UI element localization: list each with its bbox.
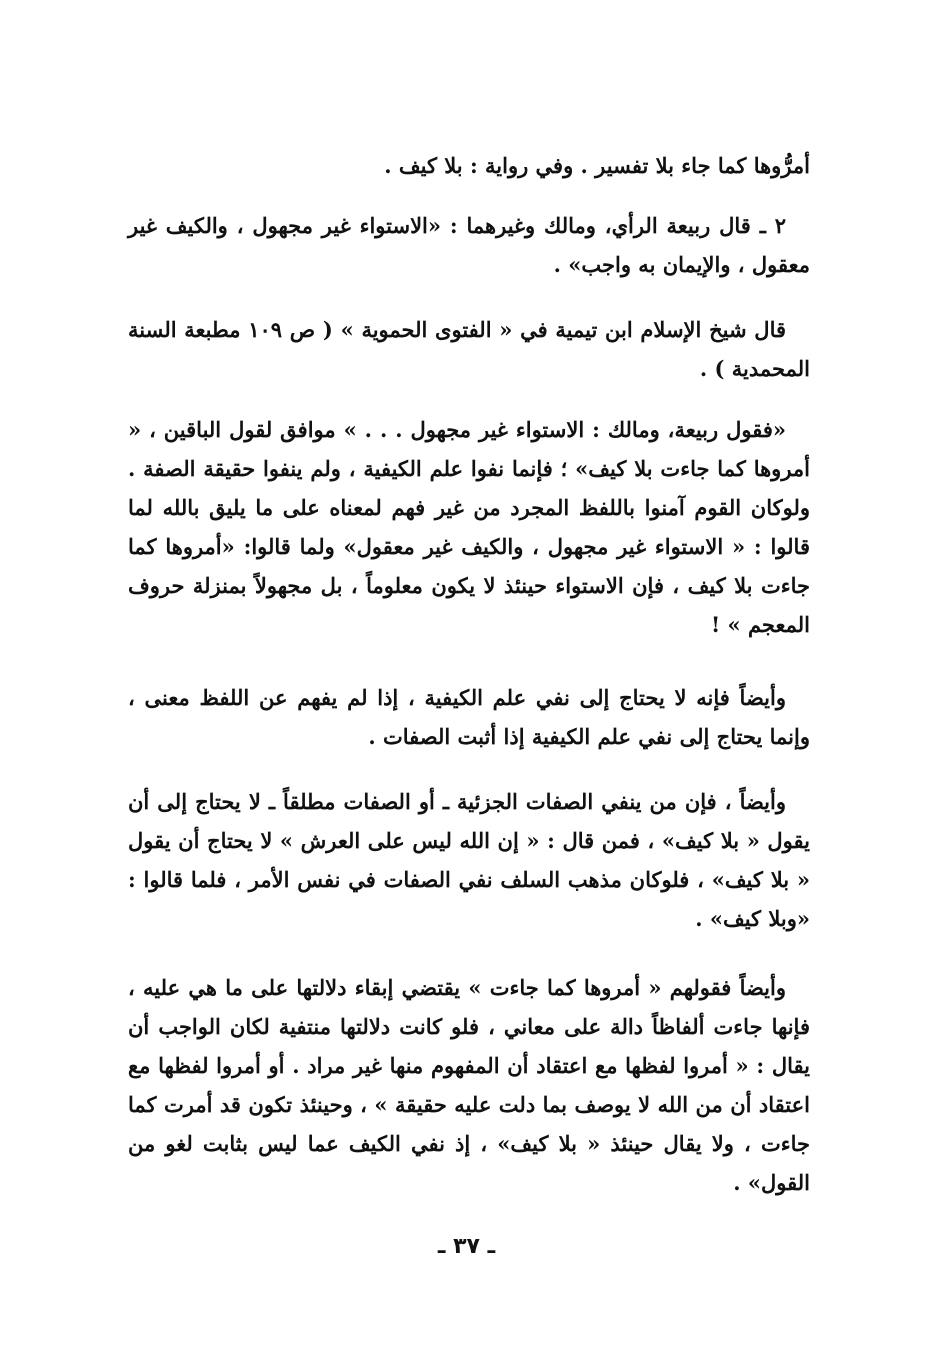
paragraph-5 (128, 678, 810, 756)
paragraph-6-text: وأيضاً ، فإن من ينفي الصفات الجزئية ـ أو الصفات مطلقاً ـ لا يحتاج إلى أن يقول « بلا كيف» ، فمن قال : « إن الله ليس على العرش » لا يحتاج أن يقول « بلا كيف» ، فلوكان مذهب السلف نفي الصفات في نفس الأمر ، فلما قالوا : «وبلا كيف» . (128, 789, 810, 931)
paragraph-3-text: قال شيخ الإسلام ابن تيمية في « الفتوى الحموية » ( ص ١٠٩ مطبعة السنة المحمدية ) . (128, 317, 810, 381)
paragraph-7 (128, 968, 810, 1202)
paragraph-5-text: وأيضاً فإنه لا يحتاج إلى نفي علم الكيفية ، إذا لم يفهم عن اللفظ معنى ، وإنما يحتاج إلى نفي علم الكيفية إذا أثبت الصفات . (128, 685, 810, 749)
paragraph-1 (128, 146, 810, 185)
paragraph-2-text: ٢ ـ قال ربيعة الرأي، ومالك وغيرهما : «الاستواء غير مجهول ، والكيف غير معقول ، والإيمان به واجب» . (128, 213, 810, 277)
paragraph-2 (128, 206, 810, 284)
paragraph-6 (128, 782, 810, 938)
paragraph-4 (128, 410, 810, 644)
paragraph-1-text: أمرُّوها كما جاء بلا تفسير . وفي رواية : بلا كيف . (384, 153, 810, 178)
paragraph-7-text: وأيضاً فقولهم « أمروها كما جاءت » يقتضي إبقاء دلالتها على ما هي عليه ، فإنها جاءت ألفاظاً دالة على معاني ، فلو كانت دلالتها منتفية لكان الواجب أن يقال : « أمروا لفظها مع اعتقاد أن المفهوم منها غير مراد . أو أمروا لفظها مع اعتقاد أن من الله لا يوصف بما دلت عليه حقيقة » ، وحينئذ تكون قد أمرت كما جاءت ، ولا يقال حينئذ « بلا كيف» ، إذ نفي الكيف عما ليس بثابت لغو من القول» . (128, 975, 810, 1195)
paragraph-4-text: «فقول ربيعة، ومالك : الاستواء غير مجهول . . . » موافق لقول الباقين ، « أمروها كما جاءت بلا كيف» ؛ فإنما نفوا علم الكيفية ، ولم ينفوا حقيقة الصفة . ولوكان القوم آمنوا باللفظ المجرد من غير فهم لمعناه على ما يليق بالله لما قالوا : « الاستواء غير مجهول ، والكيف غير معقول» ولما قالوا: «أمروها كما جاءت بلا كيف ، فإن الاستواء حينئذ لا يكون معلوماً ، بل مجهولاً بمنزلة حروف المعجم » ! (128, 417, 810, 637)
page-number: ـ ٣٧ ـ (437, 1234, 496, 1259)
paragraph-3 (128, 310, 810, 388)
